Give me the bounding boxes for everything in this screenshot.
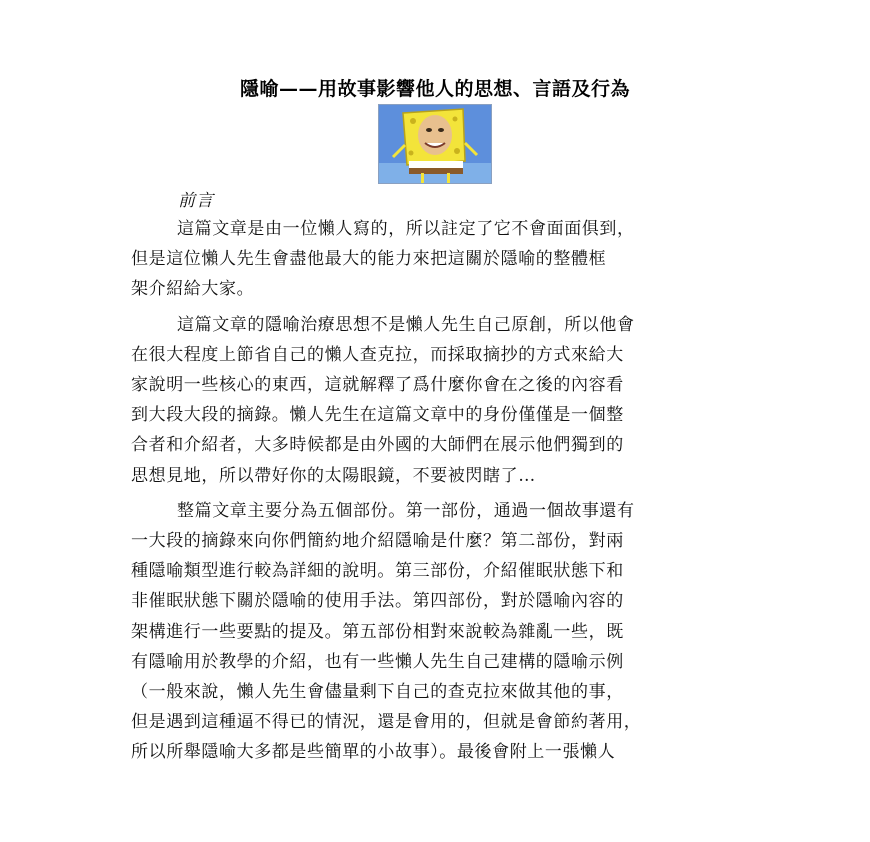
paragraph (131, 496, 747, 768)
text-line: 種隱喻類型進行較為詳細的說明。第三部份，介紹催眠狀態下和 (131, 561, 624, 582)
text-line: 思想見地，所以帶好你的太陽眼鏡，不要被閃瞎了… (131, 465, 536, 486)
paragraph (131, 214, 747, 305)
text-line: 架介紹給大家。 (131, 279, 255, 300)
document-title: 隱喻——用故事影響他人的思想、言語及行為 (239, 78, 630, 100)
text-line: 這篇文章的隱喻治療思想不是懶人先生自己原創，所以他會 (177, 314, 635, 335)
text-line: 但是這位懶人先生會盡他最大的能力來把這關於隱喻的整體框 (131, 249, 607, 270)
text-line: 整篇文章主要分為五個部份。第一部份，通過一個故事還有 (177, 500, 635, 521)
spongebob-figure-drawing (379, 105, 491, 183)
text-line: 但是遇到這種逼不得已的情況，還是會用的，但就是會節約著用， (131, 712, 642, 733)
text-line: （一般來說，懶人先生會儘量剩下自己的查克拉來做其他的事， (131, 682, 624, 703)
text-line: 家說明一些核心的東西，這就解釋了爲什麼你會在之後的內容看 (131, 375, 624, 396)
text-line: 這篇文章是由一位懶人寫的，所以註定了它不會面面俱到， (177, 219, 635, 239)
text-line: 到大段大段的摘錄。懶人先生在這篇文章中的身份僅僅是一個整 (131, 405, 624, 426)
section-heading-preface: 前言 (178, 191, 214, 211)
text-line: 一大段的摘錄來向你們簡約地介紹隱喻是什麼？第二部份，對兩 (131, 531, 624, 552)
text-line: 合者和介紹者，大多時候都是由外國的大師們在展示他們獨到的 (131, 435, 624, 456)
text-line: 在很大程度上節省自己的懶人查克拉，而採取摘抄的方式來給大 (131, 344, 624, 365)
spongebob-cartoon-image (378, 104, 492, 184)
paragraph (131, 310, 747, 491)
text-line: 非催眠狀態下關於隱喻的使用手法。第四部份，對於隱喻內容的 (131, 591, 624, 612)
document-body (131, 214, 747, 768)
text-line: 所以所舉隱喻大多都是些簡單的小故事）。最後會附上一張懶人 (131, 742, 616, 763)
text-line: 有隱喻用於教學的介紹，也有一些懶人先生自己建構的隱喻示例 (131, 651, 624, 672)
text-line: 架構進行一些要點的提及。第五部份相對來說較為雜亂一些，既 (131, 621, 624, 642)
